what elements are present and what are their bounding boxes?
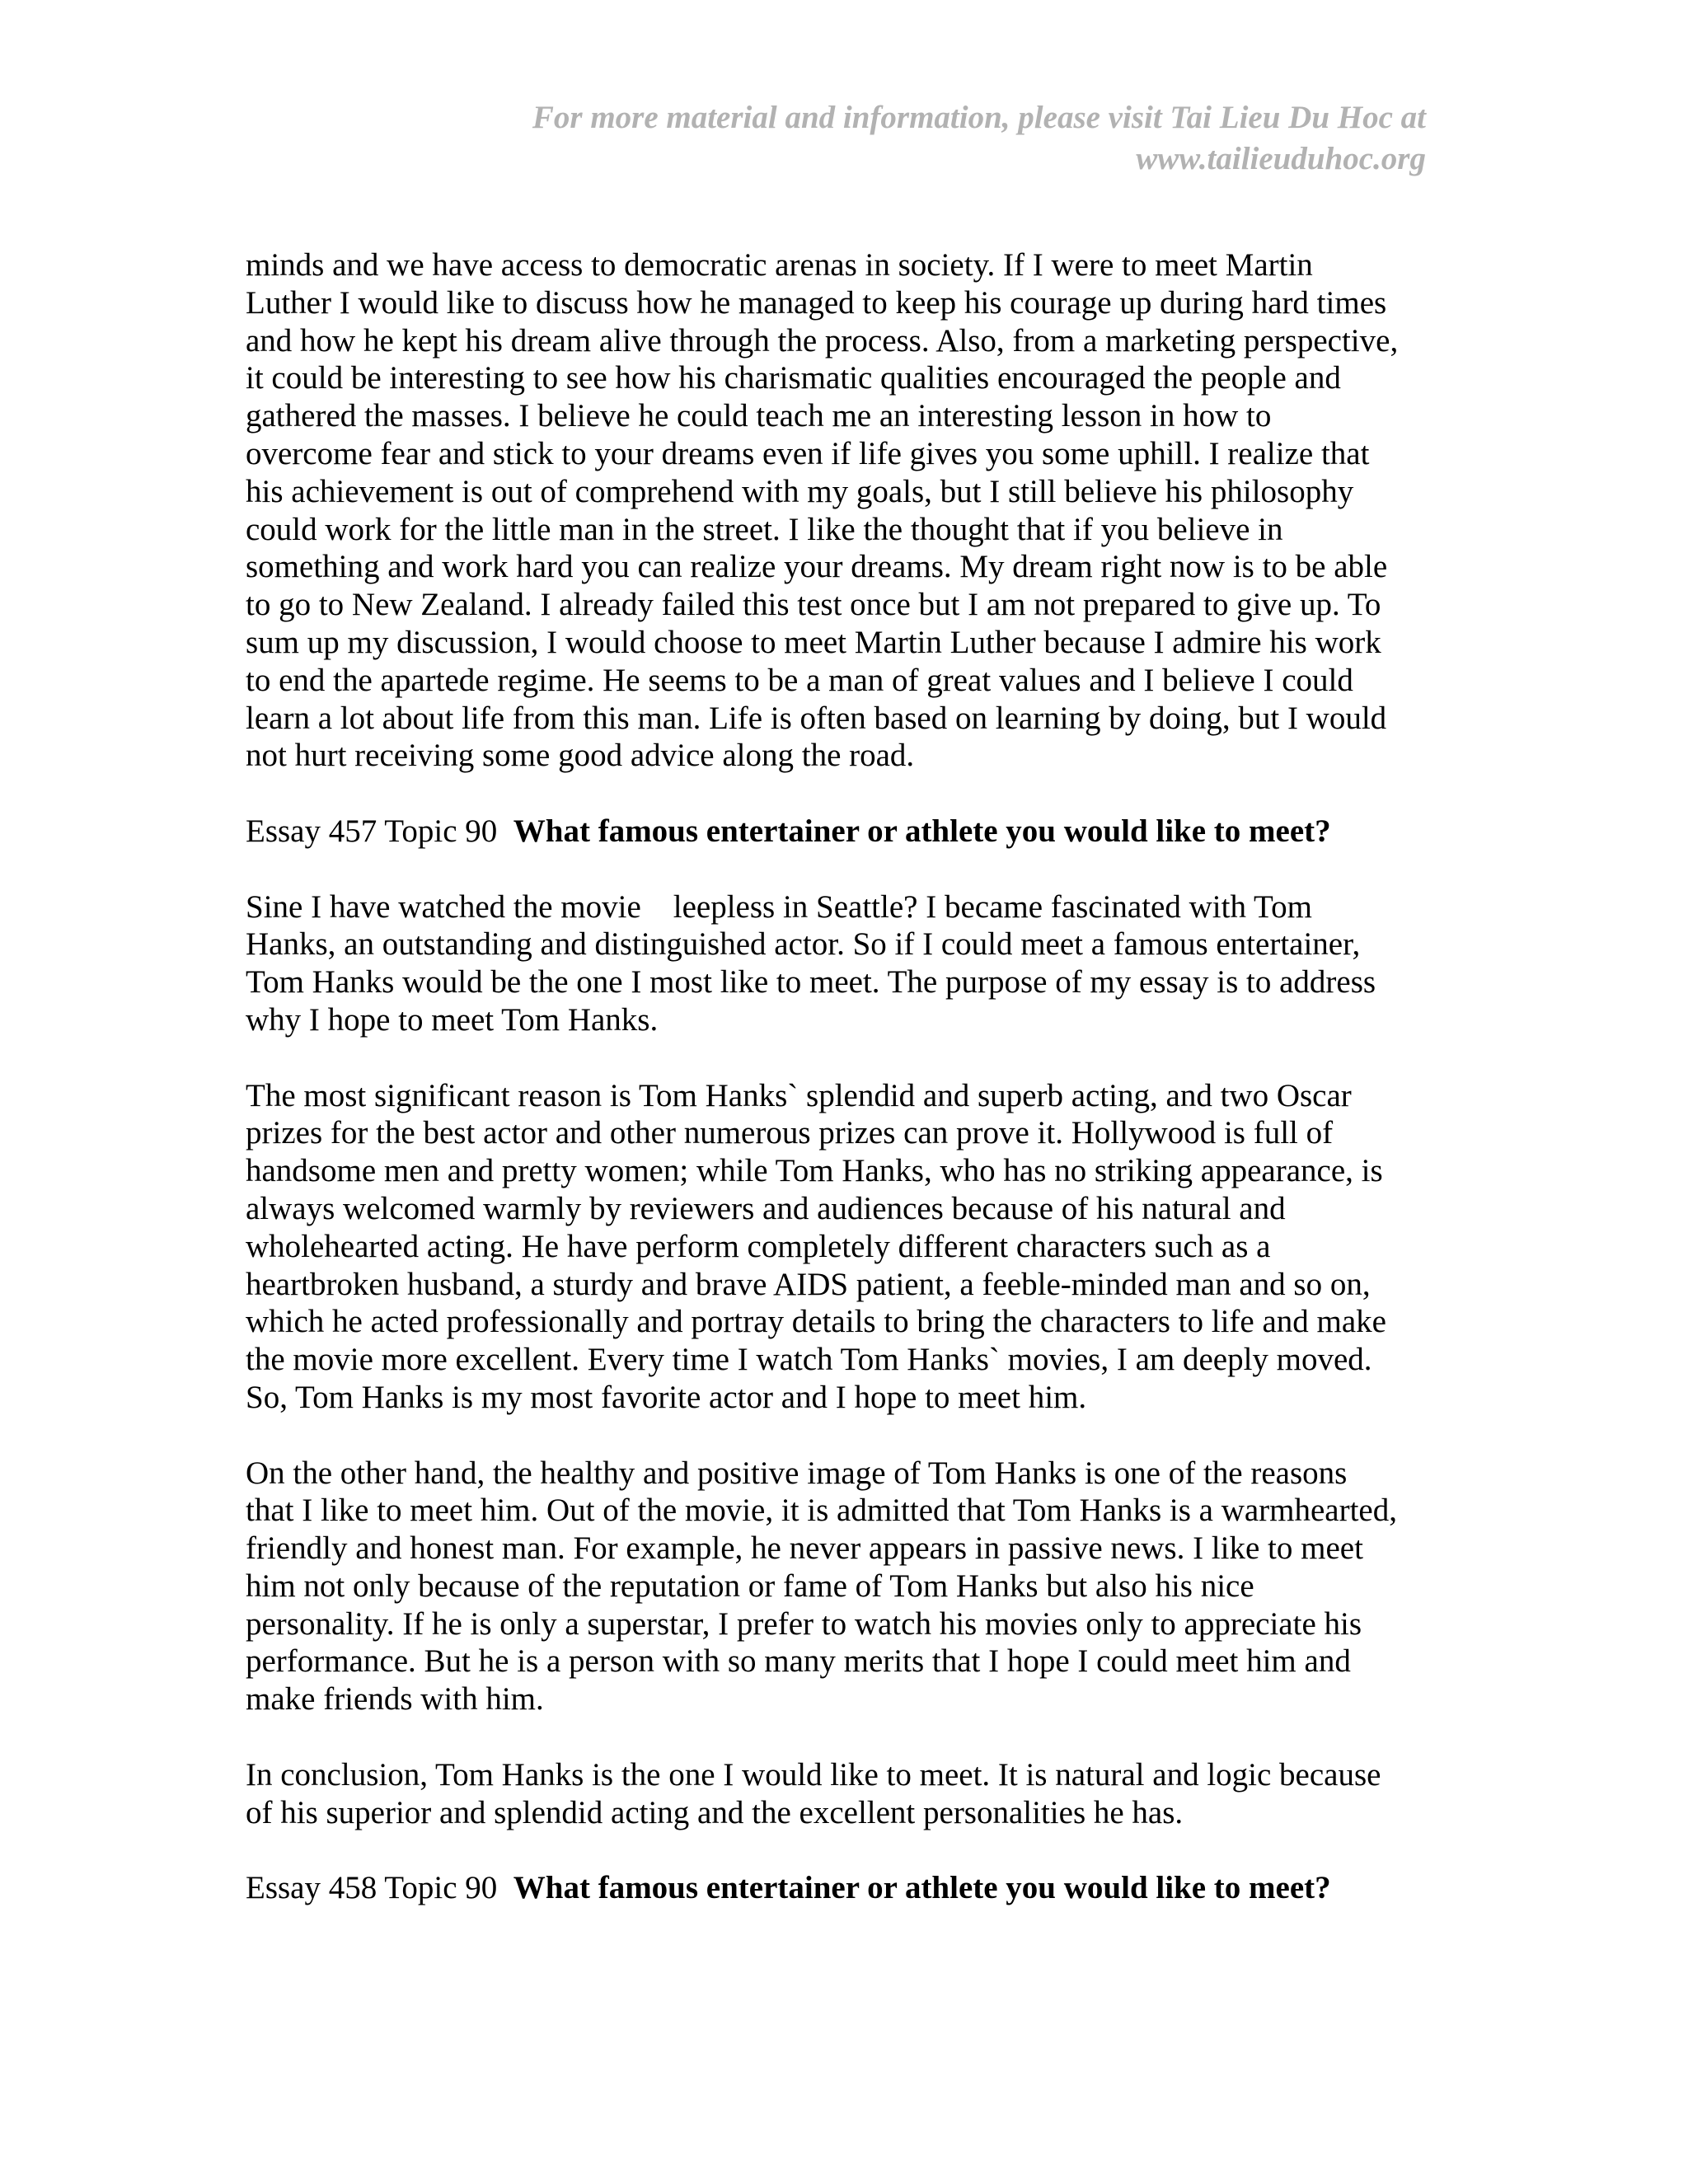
paragraph — [246, 246, 1449, 775]
text-line: handsome men and pretty women; while Tom Hanks, who has no striking appearance, is — [246, 1153, 1383, 1189]
essay-label: Essay 457 Topic 90 — [246, 813, 498, 849]
text-line: it could be interesting to see how his charismatic qualities encouraged the people and — [246, 360, 1341, 396]
text-line: Hanks, an outstanding and distinguished actor. So if I could meet a famous entertainer, — [246, 926, 1361, 963]
text-line: something and work hard you can realize your dreams. My dream right now is to be able — [246, 549, 1388, 585]
text-line: of his superior and splendid acting and the excellent personalities he has. — [246, 1794, 1184, 1830]
text-line: learn a lot about life from this man. Life is often based on learning by doing, but I would — [246, 700, 1387, 736]
text-line: So, Tom Hanks is my most favorite actor and I hope to meet him. — [246, 1379, 1087, 1415]
text-line: sum up my discussion, I would choose to meet Martin Luther because I admire his work — [246, 624, 1381, 660]
text-line: Luther I would like to discuss how he managed to keep his courage up during hard times — [246, 284, 1387, 321]
text-line: not hurt receiving some good advice along the road. — [246, 738, 915, 774]
text-line: that I like to meet him. Out of the movie, it is admitted that Tom Hanks is a warmhearted, — [246, 1493, 1397, 1529]
text-line: gathered the masses. I believe he could teach me an interesting lesson in how to — [246, 398, 1272, 434]
text-line: him not only because of the reputation or fame of Tom Hanks but also his nice — [246, 1568, 1254, 1604]
text-line: to go to New Zealand. I already failed this test once but I am not prepared to give up. To — [246, 587, 1381, 623]
essay-heading — [246, 1869, 1449, 1907]
text-line: make friends with him. — [246, 1681, 544, 1718]
text-line: Tom Hanks would be the one I most like to meet. The purpose of my essay is to address — [246, 964, 1376, 1001]
text-line: friendly and honest man. For example, he never appears in passive news. I like to meet — [246, 1530, 1363, 1567]
text-line: minds and we have access to democratic arenas in society. If I were to meet Martin — [246, 247, 1313, 283]
essay-topic: What famous entertainer or athlete you would like to meet? — [513, 813, 1331, 849]
text-line: prizes for the best actor and other numerous prizes can prove it. Hollywood is full of — [246, 1115, 1334, 1151]
text-line: performance. But he is a person with so many merits that I hope I could meet him and — [246, 1643, 1351, 1680]
page-header — [354, 97, 1426, 180]
text-line: the movie more excellent. Every time I watch Tom Hanks` movies, I am deeply moved. — [246, 1342, 1372, 1378]
text-line: overcome fear and stick to your dreams even if life gives you some uphill. I realize that — [246, 435, 1370, 471]
text-line: wholehearted acting. He have perform completely different characters such as a — [246, 1228, 1271, 1264]
document-body — [246, 246, 1449, 1945]
paragraph — [246, 1077, 1449, 1417]
text-line: heartbroken husband, a sturdy and brave AIDS patient, a feeble-minded man and so on, — [246, 1266, 1371, 1302]
text-line: The most significant reason is Tom Hanks` splendid and superb acting, and two Oscar — [246, 1077, 1352, 1113]
text-line: which he acted professionally and portray details to bring the characters to life and make — [246, 1304, 1386, 1340]
text-line: On the other hand, the healthy and positive image of Tom Hanks is one of the reasons — [246, 1455, 1348, 1491]
text-line: Sine I have watched the movie leepless in Seattle? I became fascinated with Tom — [246, 888, 1312, 925]
text-line: why I hope to meet Tom Hanks. — [246, 1001, 659, 1038]
essay-heading — [246, 813, 1449, 851]
essay-topic: What famous entertainer or athlete you would like to meet? — [513, 1870, 1331, 1906]
header-url: www.tailieuduhoc.org — [1136, 141, 1426, 176]
text-line: In conclusion, Tom Hanks is the one I would like to meet. It is natural and logic because — [246, 1756, 1381, 1793]
text-line: and how he kept his dream alive through the process. Also, from a marketing perspective, — [246, 322, 1399, 359]
paragraph — [246, 888, 1449, 1039]
essay-label: Essay 458 Topic 90 — [246, 1870, 498, 1906]
header-line-1: For more material and information, please visit Tai Lieu Du Hoc at — [532, 100, 1426, 135]
text-line: always welcomed warmly by reviewers and audiences because of his natural and — [246, 1190, 1286, 1226]
text-line: to end the apartede regime. He seems to be a man of great values and I believe I could — [246, 662, 1353, 698]
text-line: could work for the little man in the street. I like the thought that if you believe in — [246, 511, 1283, 547]
paragraph — [246, 1455, 1449, 1719]
text-line: personality. If he is only a superstar, I prefer to watch his movies only to appreciate his — [246, 1605, 1362, 1642]
paragraph — [246, 1756, 1449, 1832]
text-line: his achievement is out of comprehend with my goals, but I still believe his philosophy — [246, 473, 1354, 509]
